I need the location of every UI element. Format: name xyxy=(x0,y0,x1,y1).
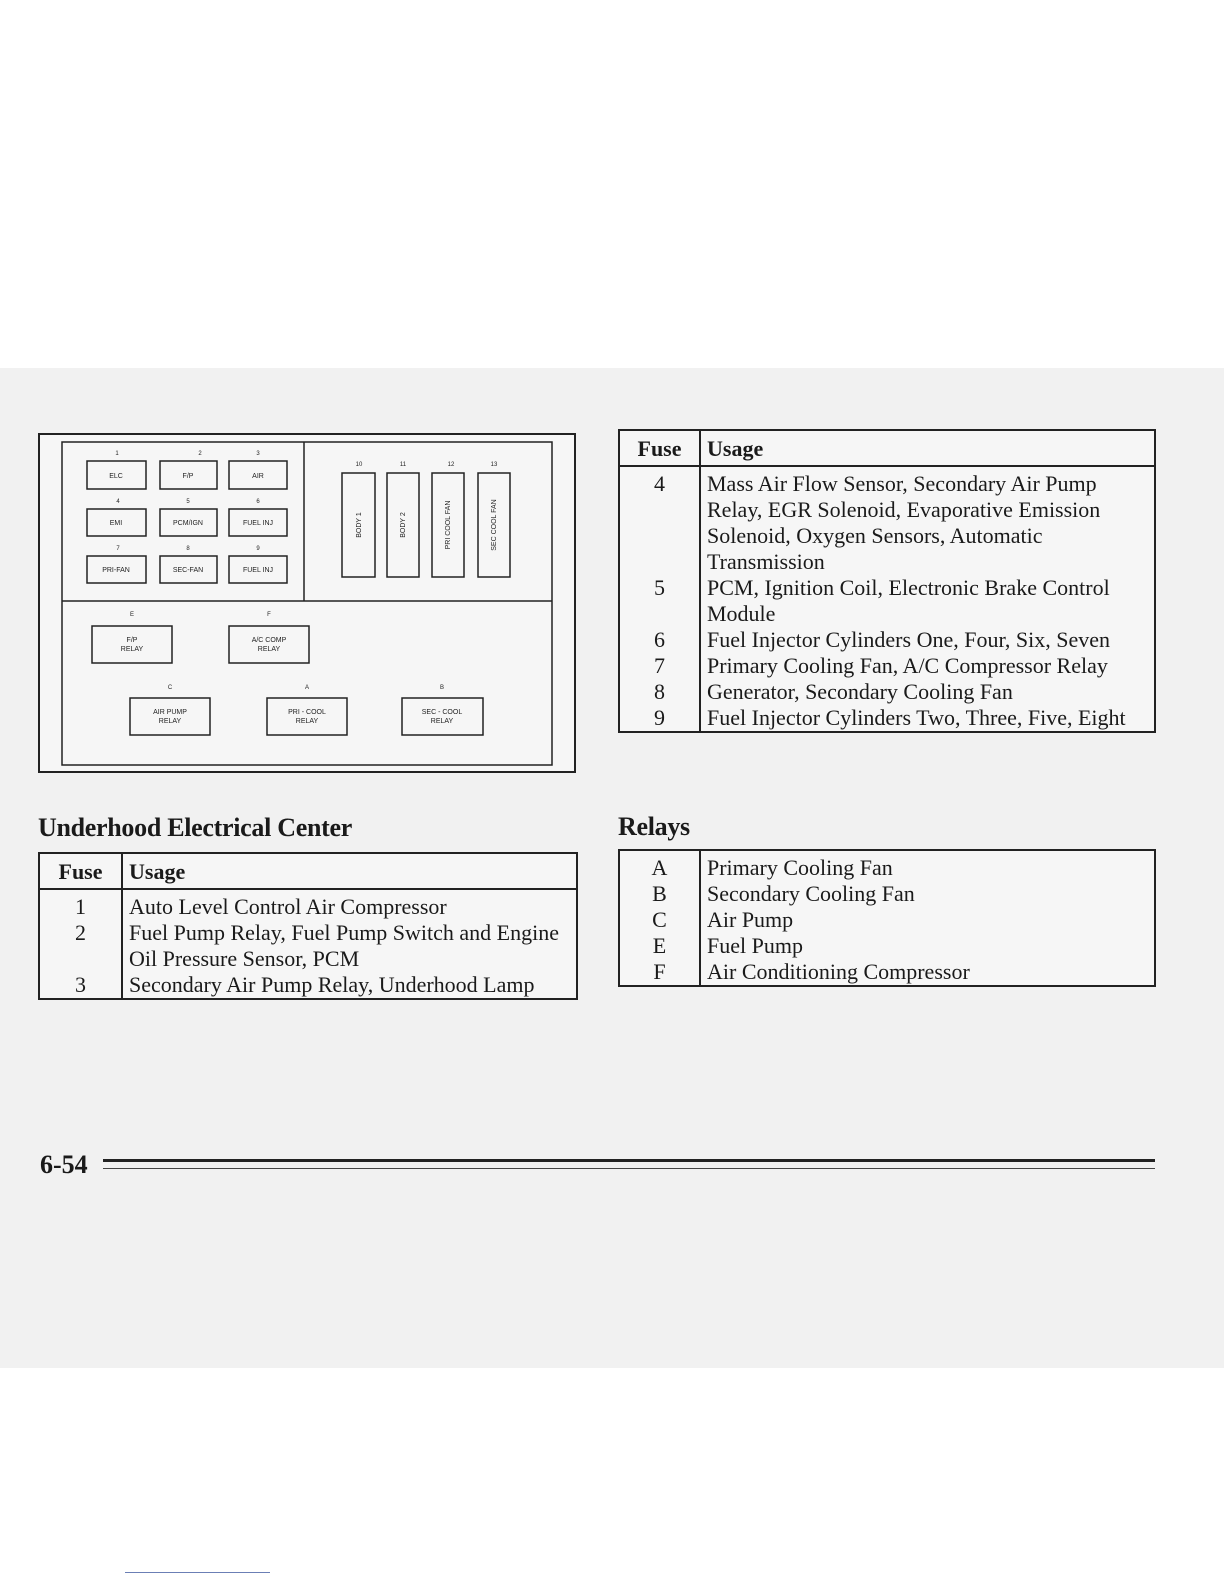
usage-cell: Fuel Pump xyxy=(707,933,803,958)
table-row xyxy=(619,575,1155,627)
fuse-block-diagram xyxy=(38,433,580,781)
table-row xyxy=(619,881,1155,907)
relay-label: F/P xyxy=(126,637,138,644)
fuse-number: 9 xyxy=(256,546,260,552)
relay-letter: B xyxy=(439,685,445,691)
header-usage: Usage xyxy=(122,853,577,889)
usage-cell: Primary Cooling Fan xyxy=(707,855,893,880)
usage-cell: PCM, Ignition Coil, Electronic Brake Control Module xyxy=(707,575,1110,626)
relay-label-2: RELAY xyxy=(120,646,144,653)
fuse-number: 1 xyxy=(115,451,119,457)
fuse-number: 6 xyxy=(256,499,260,505)
fuse-number: 4 xyxy=(116,499,120,505)
fuse-cell: 7 xyxy=(619,653,700,679)
usage-cell: Secondary Cooling Fan xyxy=(707,881,915,906)
fuse-label: F/P xyxy=(182,473,194,480)
relays-table xyxy=(618,849,1156,987)
relay-cell: A xyxy=(619,850,700,881)
usage-cell: Secondary Air Pump Relay, Underhood Lamp xyxy=(129,972,535,997)
fuse-number: 13 xyxy=(490,462,498,468)
fuse-number: 5 xyxy=(186,499,190,505)
usage-cell: Mass Air Flow Sensor, Secondary Air Pump Relay, EGR Solenoid, Evaporative Emission Solenoid, Oxygen Sensors, Automatic Transmission xyxy=(707,471,1101,574)
fuse-label: SEC-FAN xyxy=(172,567,204,574)
fuse-cell: 8 xyxy=(619,679,700,705)
fuse-number: 10 xyxy=(355,462,363,468)
underhood-fuse-table xyxy=(38,852,578,1000)
table-row xyxy=(619,466,1155,575)
header-fuse: Fuse xyxy=(619,430,700,466)
fuse-cell: 5 xyxy=(619,575,700,627)
fuse-label: FUEL INJ xyxy=(242,520,274,527)
fuse-label: ELC xyxy=(109,473,123,480)
fuse-number: 8 xyxy=(186,546,190,552)
usage-cell: Fuel Pump Relay, Fuel Pump Switch and Engine Oil Pressure Sensor, PCM xyxy=(129,920,559,971)
usage-cell: Auto Level Control Air Compressor xyxy=(129,894,447,919)
fuse-label: SEC COOL FAN xyxy=(491,499,498,551)
relay-label: PRI - COOL xyxy=(288,709,326,716)
fuse-label: FUEL INJ xyxy=(242,567,274,574)
fuse-cell: 3 xyxy=(39,972,122,999)
relay-cell: F xyxy=(619,959,700,986)
fuse-cell: 4 xyxy=(619,466,700,575)
relays-title: Relays xyxy=(618,812,690,841)
relay-cell: B xyxy=(619,881,700,907)
relay-letter: E xyxy=(129,612,135,618)
fuse-number: 3 xyxy=(256,451,260,457)
relay-label-2: RELAY xyxy=(430,718,454,725)
relay-label-2: RELAY xyxy=(295,718,319,725)
fuse-label: PRI-FAN xyxy=(102,567,130,574)
fuse-number: 7 xyxy=(116,546,120,552)
table-row xyxy=(619,627,1155,653)
relay-label: SEC - COOL xyxy=(421,709,463,716)
fuse-number: 2 xyxy=(198,451,202,457)
table-row xyxy=(619,850,1155,881)
usage-cell: Fuel Injector Cylinders Two, Three, Five, Eight xyxy=(707,705,1126,730)
table-row xyxy=(39,972,577,999)
fuse-label: BODY 1 xyxy=(356,512,363,538)
usage-cell: Air Conditioning Compressor xyxy=(707,959,970,984)
usage-cell: Fuel Injector Cylinders One, Four, Six, Seven xyxy=(707,627,1111,652)
fuse-cell: 2 xyxy=(39,920,122,972)
relay-letter: F xyxy=(267,612,271,618)
fuse-cell: 6 xyxy=(619,627,700,653)
usage-cell: Air Pump xyxy=(707,907,794,932)
relay-cell: C xyxy=(619,907,700,933)
fuse-label: EMI xyxy=(109,520,123,527)
table-row xyxy=(619,933,1155,959)
fuse-cell: 9 xyxy=(619,705,700,732)
table-header xyxy=(39,853,577,889)
fuse-label: BODY 2 xyxy=(400,512,407,538)
fuse-table-continued xyxy=(618,429,1156,733)
header-fuse: Fuse xyxy=(39,853,122,889)
underhood-title: Underhood Electrical Center xyxy=(38,813,352,842)
relay-cell: E xyxy=(619,933,700,959)
relay-label-2: RELAY xyxy=(158,718,182,725)
footer-rule xyxy=(103,1159,1155,1169)
usage-cell: Generator, Secondary Cooling Fan xyxy=(707,679,1013,704)
table-row xyxy=(619,705,1155,732)
fuse-label: AIR xyxy=(252,473,264,480)
table-row xyxy=(39,889,577,920)
table-header xyxy=(619,430,1155,466)
relay-letter: A xyxy=(304,685,310,691)
table-row xyxy=(619,679,1155,705)
fuse-cell: 1 xyxy=(39,889,122,920)
relay-label: A/C COMP xyxy=(251,637,287,644)
table-row xyxy=(39,920,577,972)
relay-label: AIR PUMP xyxy=(153,709,187,716)
table-row xyxy=(619,907,1155,933)
fuse-label: PCM/IGN xyxy=(173,520,203,527)
fuse-label: PRI COOL FAN xyxy=(445,500,452,550)
table-row xyxy=(619,653,1155,679)
relay-letter: C xyxy=(167,685,173,691)
table-row xyxy=(619,959,1155,986)
fuse-number: 12 xyxy=(447,462,455,468)
usage-cell: Primary Cooling Fan, A/C Compressor Relay xyxy=(707,653,1108,678)
page-number: 6-54 xyxy=(40,1150,88,1179)
header-usage: Usage xyxy=(700,430,1155,466)
relay-label-2: RELAY xyxy=(257,646,281,653)
bottom-link-line xyxy=(125,1572,270,1573)
fuse-number: 11 xyxy=(399,462,407,468)
